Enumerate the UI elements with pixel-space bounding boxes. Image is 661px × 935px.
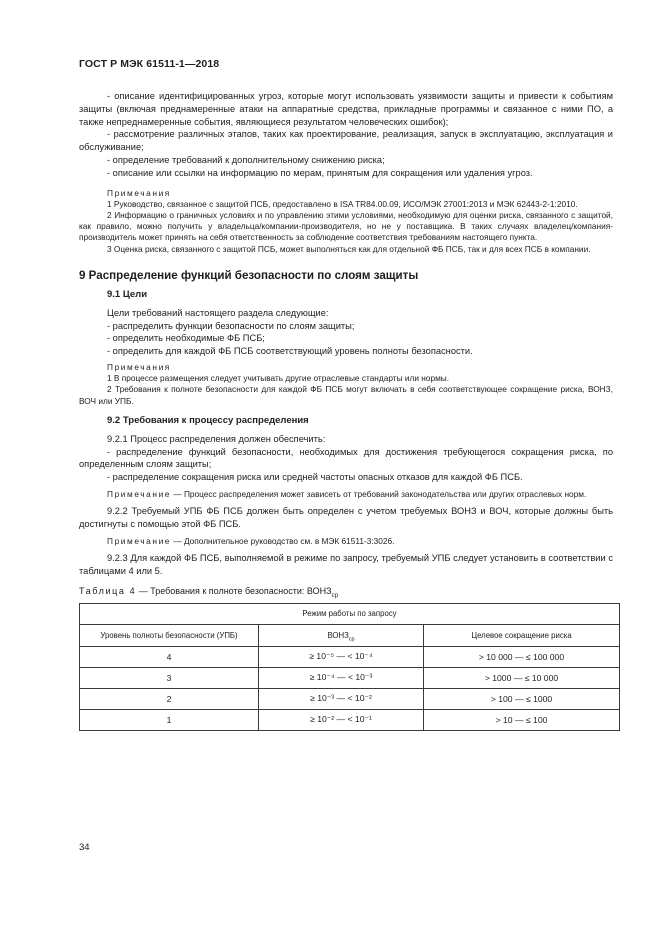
table-row (80, 709, 620, 730)
cell-rrf: > 10 — ≤ 100 (424, 709, 620, 730)
table-caption-label: Таблица 4 (79, 585, 137, 596)
section-9-1-item-3: - определить для каждой ФБ ПСБ соответствующий уровень полноты безопасности. (107, 346, 473, 357)
page-content (79, 90, 613, 731)
cell-sil: 3 (80, 667, 259, 688)
section-9-2-title: 9.2 Требования к процессу распределения (107, 414, 309, 426)
table-row (80, 646, 620, 667)
section-9-1-notes-heading: Примечания (107, 361, 171, 372)
section-9-1-note-1: 1 В процессе размещения следует учитывать другие отраслевые стандарты или нормы. (107, 373, 450, 384)
cell-sil: 4 (80, 646, 259, 667)
intro-item-2: - рассмотрение различных этапов, таких как проектирование, реализация, запуск в эксплуатацию, эксплуатация и обслуживание; (79, 129, 613, 153)
table-mode-header: Режим работы по запросу (80, 603, 620, 624)
table-col-pfd (259, 624, 424, 646)
page-number: 34 (79, 842, 90, 853)
cell-pfd: ≥ 10⁻⁵ — < 10⁻⁴ (259, 646, 424, 667)
cell-rrf: > 100 — ≤ 1000 (424, 688, 620, 709)
table-4 (79, 603, 620, 731)
note-1: 1 Руководство, связанное с защитой ПСБ, предоставлено в ISA TR84.00.09, ИСО/МЭК 27001:2013 и МЭК 62443-2-1:2010. (107, 198, 578, 209)
cell-pfd: ≥ 10⁻² — < 10⁻¹ (259, 709, 424, 730)
cell-sil: 2 (80, 688, 259, 709)
section-9-1-note-2: 2 Требования к полноте безопасности для каждой ФБ ПСБ могут включать в себя соответствующее сокращение риска, ВОНЗ, ВОЧ или УПБ. (79, 384, 613, 406)
table-col-rrf: Целевое сокращение риска (424, 624, 620, 646)
table-caption-subscript: ср (331, 591, 339, 599)
intro-item-1: - описание идентифицированных угроз, которые могут использовать уязвимости защиты и привести к событиям защиты (включая преднамеренные атаки на аппаратные средства, прикладные программы и связанное с ними ПО, а также непреднамеренные события, являющиеся результатом человеческих ошибок); (79, 91, 613, 127)
note-text: — Дополнительное руководство см. в МЭК 61511-3:3026. (171, 535, 395, 546)
note-text: — Процесс распределения может зависеть от требований законодательства или других отраслевых норм. (171, 488, 587, 499)
clause-9-2-1-item-1: - распределение функций безопасности, необходимых для достижения требующегося сокращения риска, по определенным слоям защиты; (79, 446, 613, 470)
note-9-2-1 (79, 489, 613, 500)
cell-pfd: ≥ 10⁻⁴ — < 10⁻³ (259, 667, 424, 688)
section-9-1-item-2: - определить необходимые ФБ ПСБ; (107, 333, 265, 344)
col-pfd-subscript: ср (348, 636, 355, 643)
document-header: ГОСТ Р МЭК 61511-1—2018 (79, 58, 220, 70)
clause-9-2-1: 9.2.1 Процесс распределения должен обеспечить: (107, 433, 326, 444)
col-pfd-label: ВОНЗ (327, 630, 349, 640)
clause-9-2-1-item-2: - распределение сокращения риска или средней частоты опасных отказов для каждой ФБ ПСБ. (107, 472, 523, 483)
note-2: 2 Информацию о граничных условиях и по управлению этими условиями, необходимую для оценки риска, связанного с защитой, как правило, можно получить у владельца/компании-производителя, но не у поставщика. В таких случаях владелец/компания-производитель может принять на себя ответственность за соблюдение соответствия требованиям настоящего пункта. (79, 209, 613, 243)
cell-pfd: ≥ 10⁻³ — < 10⁻² (259, 688, 424, 709)
clause-9-2-3: 9.2.3 Для каждой ФБ ПСБ, выполняемой в режиме по запросу, требуемый УПБ следует установить в соответствии с таблицами 4 или 5. (79, 552, 613, 576)
table-caption-text: — Требования к полноте безопасности: ВОНЗ (136, 585, 332, 596)
table-row (80, 667, 620, 688)
cell-sil: 1 (80, 709, 259, 730)
note-label: Примечание (107, 535, 172, 546)
cell-rrf: > 1000 — ≤ 10 000 (424, 667, 620, 688)
section-9-1-lead: Цели требований настоящего раздела следующие: (107, 307, 329, 318)
section-9-1-item-1: - распределить функции безопасности по слоям защиты; (107, 320, 355, 331)
section-9-1-title: 9.1 Цели (107, 288, 148, 300)
clause-9-2-2: 9.2.2 Требуемый УПБ ФБ ПСБ должен быть определен с учетом требуемых ВОНЗ и ВОЧ, которые должны быть достигнуты с помощью этой ФБ ПСБ. (79, 506, 613, 529)
note-3: 3 Оценка риска, связанного с защитой ПСБ, может выполняться как для отдельной ФБ ПСБ, так и для всех ПСБ в компании. (107, 243, 591, 254)
intro-item-3: - определение требований к дополнительному снижению риска; (107, 154, 385, 165)
intro-item-4: - описание или ссылки на информацию по мерам, принятым для сокращения или удаления угроз. (107, 167, 533, 178)
section-9-title: 9 Распределение функций безопасности по слоям защиты (79, 268, 419, 282)
table-row (80, 688, 620, 709)
note-9-2-2 (79, 536, 613, 547)
note-label: Примечание (107, 488, 172, 499)
notes-heading: Примечания (107, 187, 171, 198)
table-col-sil: Уровень полноты безопасности (УПБ) (80, 624, 259, 646)
cell-rrf: > 10 000 — ≤ 100 000 (424, 646, 620, 667)
table-4-caption (79, 585, 613, 597)
